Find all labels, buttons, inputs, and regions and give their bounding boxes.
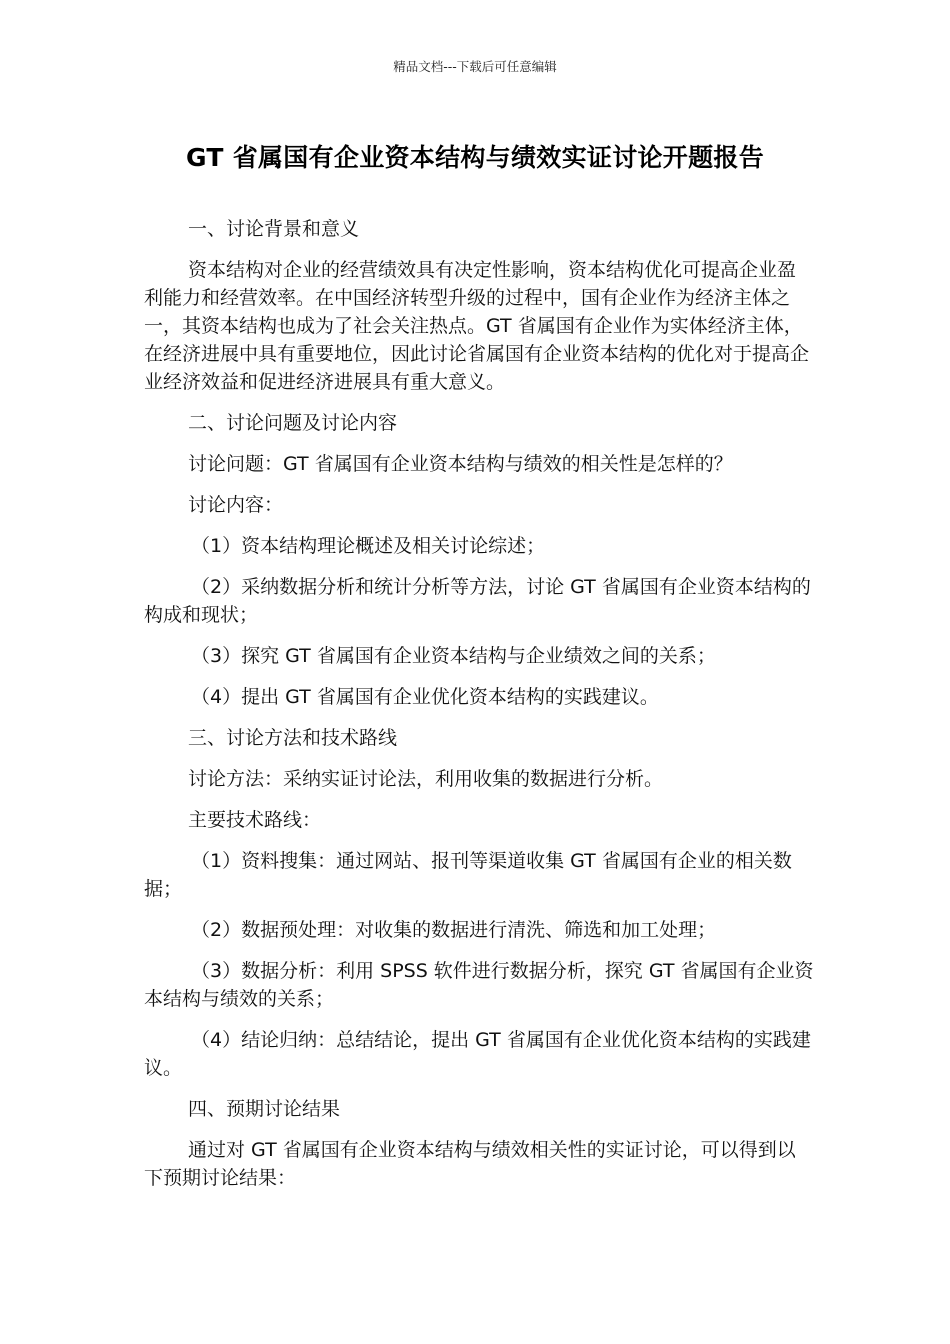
route-item-1: （1）资料搜集：通过网站、报刊等渠道收集 GT 省属国有企业的相关数据； <box>144 850 792 900</box>
research-method: 讨论方法：采纳实证讨论法，利用收集的数据进行分析。 <box>188 768 664 790</box>
section-heading-methods: 三、讨论方法和技术路线 <box>188 727 398 749</box>
section-heading-problems: 二、讨论问题及讨论内容 <box>188 412 398 434</box>
section-heading-background: 一、讨论背景和意义 <box>188 218 360 240</box>
page-header: 精品文档---下载后可任意编辑 <box>393 59 557 74</box>
content-item-2: （2）采纳数据分析和统计分析等方法，讨论 GT 省属国有企业资本结构的构成和现状； <box>144 576 811 626</box>
background-paragraph: 资本结构对企业的经营绩效具有决定性影响，资本结构优化可提高企业盈利能力和经营效率。在中国经济转型升级的过程中，国有企业作为经济主体之一，其资本结构也成为了社会关注热点。GT 省属国有企业作为实体经济主体，在经济进展中具有重要地位，因此讨论省属国有企业资本结构的优化对于提高企业经济效益和促进经济进展具有重大意义。 <box>144 259 810 393</box>
research-question: 讨论问题：GT 省属国有企业资本结构与绩效的相关性是怎样的？ <box>188 453 733 475</box>
route-item-4: （4）结论归纳：总结结论，提出 GT 省属国有企业优化资本结构的实践建议。 <box>144 1029 811 1079</box>
research-content-label: 讨论内容： <box>188 494 284 516</box>
route-item-3: （3）数据分析：利用 SPSS 软件进行数据分析，探究 GT 省属国有企业资本结构与绩效的关系； <box>144 960 814 1010</box>
route-item-2: （2）数据预处理：对收集的数据进行清洗、筛选和加工处理； <box>191 919 717 941</box>
content-item-3: （3）探究 GT 省属国有企业资本结构与企业绩效之间的关系； <box>191 645 716 667</box>
document-body <box>144 215 814 1205</box>
content-item-4: （4）提出 GT 省属国有企业优化资本结构的实践建议。 <box>191 686 659 708</box>
content-item-1: （1）资本结构理论概述及相关讨论综述； <box>191 535 546 557</box>
expected-results-paragraph: 通过对 GT 省属国有企业资本结构与绩效相关性的实证讨论，可以得到以下预期讨论结果： <box>144 1139 796 1189</box>
document-title: GT 省属国有企业资本结构与绩效实证讨论开题报告 <box>185 143 765 172</box>
technical-route-label: 主要技术路线： <box>188 809 322 831</box>
section-heading-expected-results: 四、预期讨论结果 <box>188 1098 341 1120</box>
